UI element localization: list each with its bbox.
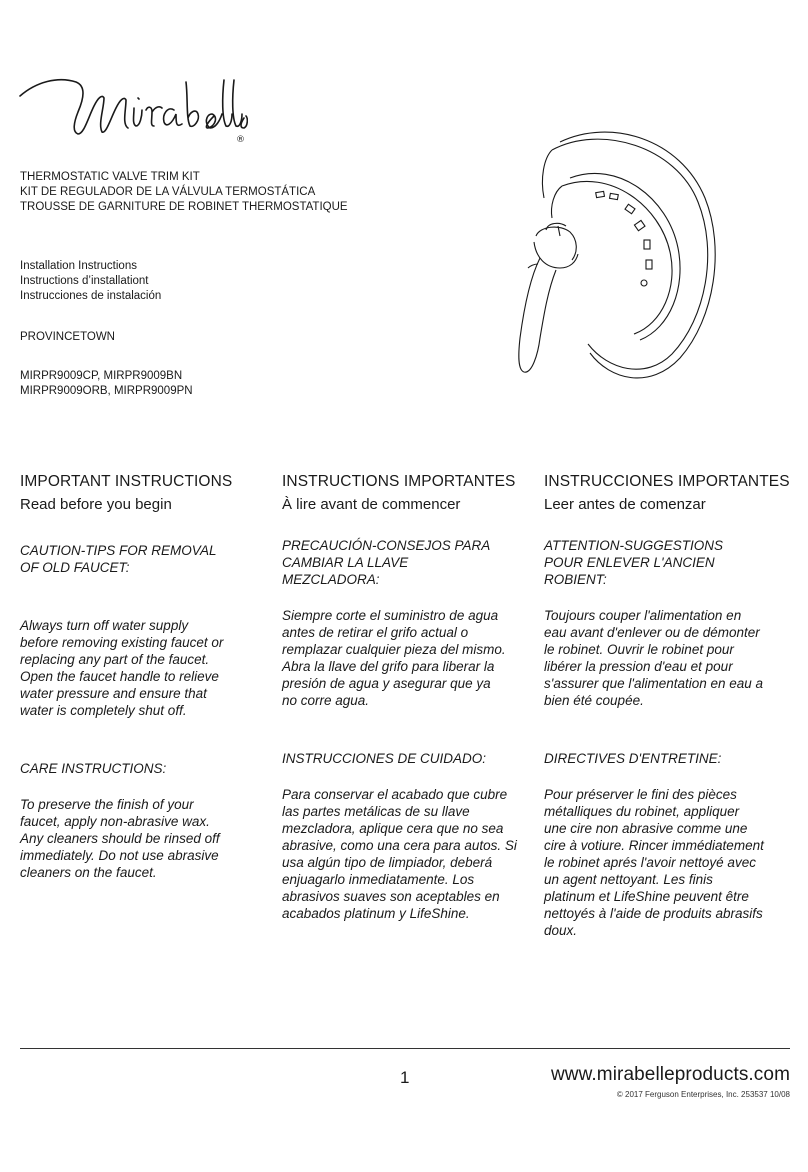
instructions-column-es [544,472,794,939]
installation-title-es: Instrucciones de instalación [20,290,162,302]
mirabelle-logo-mark [18,62,248,152]
care-title: CARE INSTRUCTIONS: [20,761,167,776]
model-numbers [20,369,193,399]
registered-mark: ® [236,135,245,145]
caution-title: PRECAUCIÓN-CONSEJOS PARA CAMBIAR LA LLAVE MEZCLADORA: [282,538,490,587]
collection-name [20,330,115,345]
care-title: INSTRUCCIONES DE CUIDADO: [282,751,487,766]
caution-text: Always turn off water supply before removing existing faucet or replacing any part of the faucet. Open the faucet handle to relieve water pressure and ensure that water is completely shut off. [20,618,224,718]
care-text: Pour préserver le fini des pièces métalliques du robinet, appliquer une cire non abrasive comme une cire à votiure. Rincer immédiatement le robinet aprés l'avoir nettoyé avec un agent nettoyant. Les finis platinum et LifeShine peuvent être nettoyés à l'aide de produits abrasifs doux. [544,787,764,938]
care-text: Para conservar el acabado que cubre las partes metálicas de su llave mezcladora, aplique cera que no sea abrasive, como una cera para autos. Si usa algún tipo de limpiador, deberá enjuagarlo inmediatamente. Los abrasivos suaves son aceptables en acabados platinum y LifeShine. [282,787,517,921]
caution-text: Toujours couper l'alimentation en eau avant d'enlever ou de démonter le robinet. Ouvrir le robinet pour libérer la pression d'eau et pour s'assurer que l'alimentation en eau a bien été coupée. [544,608,764,708]
caution-title: CAUTION-TIPS FOR REMOVAL OF OLD FAUCET: [20,543,217,575]
product-title-block [20,170,348,215]
instructions-column-en [20,472,270,881]
valve-trim-illustration [500,118,730,408]
website-link[interactable]: www.mirabelleproducts.com [550,1064,790,1085]
column-subheading: Read before you begin [20,496,172,513]
product-title-es: KIT DE REGULADOR DE LA VÁLVULA TERMOSTÁTICA [20,186,316,198]
column-subheading: Leer antes de comenzar [544,496,706,513]
product-title-en: THERMOSTATIC VALVE TRIM KIT [20,171,200,183]
care-text: To preserve the finish of your faucet, apply non-abrasive wax. Any cleaners should be rinsed off immediately. Do not use abrasive cleaners on the faucet. [20,797,220,880]
page-number: 1 [400,1068,410,1087]
installation-title-fr: Instructions d’installationt [20,275,149,287]
collection-label: PROVINCETOWN [20,331,115,343]
model-line-2: MIRPR9009ORB, MIRPR9009PN [20,385,193,397]
valve-trim-drawing [500,118,730,408]
installation-title-block [20,259,161,304]
caution-text: Siempre corte el suministro de agua antes de retirar el grifo actual o remplazar cualquier pieza del mismo. Abra la llave del grifo para liberar la presión de agua y asegurar que ya no corre agua. [282,608,506,708]
brand-logo [18,62,248,152]
model-line-1: MIRPR9009CP, MIRPR9009BN [20,370,183,382]
column-heading: INSTRUCCIONES IMPORTANTES [544,473,790,490]
instructions-column-fr [282,472,532,922]
column-heading: INSTRUCTIONS IMPORTANTES [282,473,516,490]
care-title: DIRECTIVES D'ENTRETINE: [544,751,722,766]
installation-title-en: Installation Instructions [20,260,137,272]
copyright-notice: © 2017 Ferguson Enterprises, Inc. 253537 10/08 [616,1090,790,1099]
footer-divider [20,1048,790,1049]
column-subheading: À lire avant de commencer [282,496,461,513]
product-title-fr: TROUSSE DE GARNITURE DE ROBINET THERMOSTATIQUE [20,201,348,213]
column-heading: IMPORTANT INSTRUCTIONS [20,473,233,490]
caution-title: ATTENTION-SUGGESTIONS POUR ENLEVER L'ANCIEN ROBIENT: [544,538,724,587]
